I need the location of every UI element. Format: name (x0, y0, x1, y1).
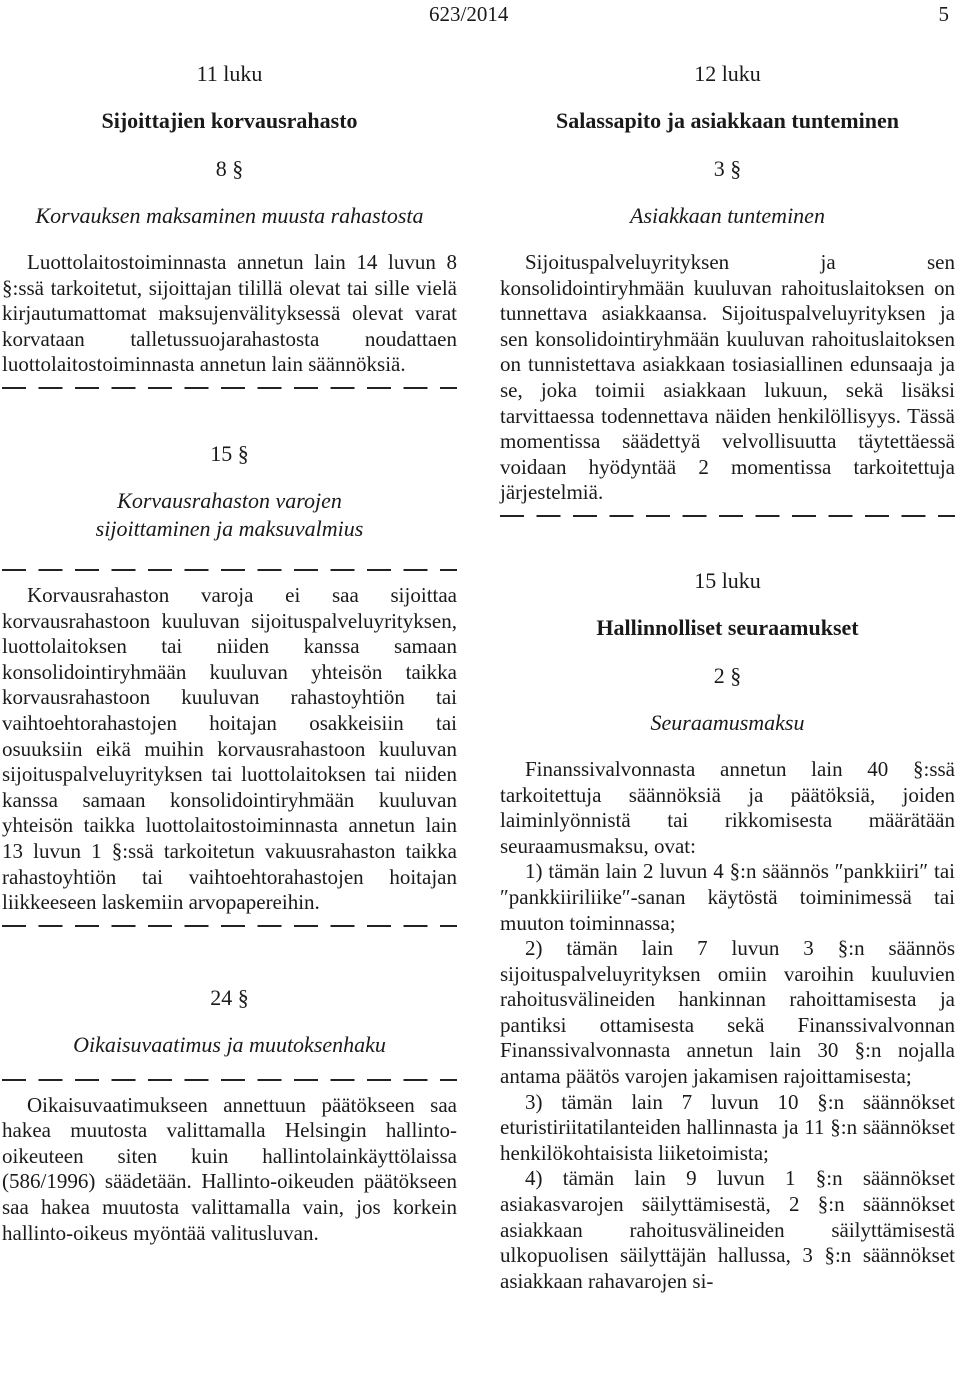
right-column (500, 56, 955, 1294)
section-number: 24 § (210, 984, 249, 1010)
list-item: 1) tämän lain 2 luvun 4 §:n säännös ″pankkiiri″ tai ″pankkiiriliike″-sanan käytöstä toiminimessä tai muuton toiminnassa; (500, 859, 955, 935)
section-paragraph: Oikaisuvaatimukseen annettuun päätökseen saa hakea muutosta valittamalla Helsingin hallinto-oikeuteen siten kuin hallintolainkäyttölaissa (586/1996) säädetään. Hallinto-oikeuden päätökseen saa hakea muutosta valittamalla vain, jos korkein hallinto-oikeus myöntää valitusluvan. (2, 1092, 457, 1245)
section-title: Seuraamusmaksu (650, 709, 805, 735)
chapter-heading: 12 luku (694, 61, 761, 86)
section-number: 8 § (215, 156, 244, 181)
section-paragraph: Sijoituspalveluyrityksen ja sen konsolidointiryhmään kuuluvan rahoituslaitoksen on tunnettava asiakkaansa. Sijoituspalveluyrityksen ja sen konsolidointiryhmään kuuluvan rahoituslaitoksen on tunnistettava asiakkaan tosiasiallinen edunsaaja ja se, joka toimii asiakkaan lukuun, sekä lisäksi tarvittaessa todennettava näiden henkilöllisyys. Tässä momentissa säädettyä velvollisuutta täytettäessä voidaan hyödyntää 2 momentissa tarkoitettuja järjestelmiä. (500, 250, 955, 505)
omission-dashes (2, 569, 457, 571)
list-item: 2) tämän lain 7 luvun 3 §:n säännös sijoituspalveluyrityksen omiin varoihin kuuluvien rahoitusvälineiden hankinnan rahoittamisesta ja pantiksi ottamisesta sekä Finanssivalvonnan Finanssivalvonnasta annetun lain 30 §:n nojalla antama päätös varojen jakamisen rajoittamisesta; (500, 936, 955, 1089)
page-header (0, 0, 960, 30)
section-title: Oikaisuvaatimus ja muutoksenhaku (73, 1031, 386, 1057)
list-item: 3) tämän lain 7 luvun 10 §:n säännökset eturistiriitatilanteiden hallinnasta ja 11 §:n säännökset henkilökohtaisista liiketoimista; (500, 1089, 955, 1165)
document-number: 623/2014 (429, 2, 509, 26)
section-title: Asiakkaan tunteminen (630, 203, 825, 228)
chapter-title: Salassapito ja asiakkaan tunteminen (556, 108, 899, 133)
chapter-title: Sijoittajien korvausrahasto (101, 108, 358, 133)
omission-dashes (2, 1079, 457, 1081)
section-number: 3 § (713, 156, 742, 181)
section-number: 2 § (713, 662, 742, 688)
section-paragraph: Korvausrahaston varoja ei saa sijoittaa korvausrahastoon kuuluvan sijoituspalveluyrityksen, luottolaitoksen tai niiden kanssa samaan konsolidointiryhmään kuuluvan yhteisön taikka korvausrahastoon kuuluvan rahastoyhtiön tai vaihtoehtorahastojen hoitajan osakkeisiin tai osuuksiin eikä muihin korvausrahastoon kuuluvan sijoituspalveluyrityksen tai luottolaitoksen tai niiden kanssa samaan konsolidointiryhmään kuuluvan yhteisön taikka luottolaitostoiminnasta annetun lain 13 luvun 1 §:ssä tarkoitetun vakuusrahaston taikka rahastoyhtiön tai vaihtoehtorahastojen hoitajan liikkeeseen laskemiin arvopapereihin. (2, 582, 457, 915)
section-paragraph: Luottolaitostoiminnasta annetun lain 14 luvun 8 §:ssä tarkoitetut, sijoittajan tilillä olevat tai sille vielä kirjautumattomat maksujenvälityksessä olevat varat korvataan talletussuojarahastosta noudattaen luottolaitostoiminnasta annetun lain säännöksiä. (2, 250, 457, 377)
section-title: Korvausrahaston varojen sijoittaminen ja maksuvalmius (95, 487, 364, 541)
chapter-heading: 15 luku (694, 567, 761, 593)
section-number: 15 § (210, 440, 249, 466)
list-item: 4) tämän lain 9 luvun 1 §:n säännökset asiakasvarojen säilyttämisestä, 2 §:n säännökset asiakkaan rahoitusvälineiden säilyttämisestä ulkopuolisen säilyttäjän hallussa, 3 §:n säännökset asiakkaan rahavarojen si- (500, 1166, 955, 1293)
chapter-heading: 11 luku (196, 61, 263, 86)
left-column (2, 56, 457, 1246)
page-number: 5 (938, 2, 949, 26)
section-intro: Finanssivalvonnasta annetun lain 40 §:ssä tarkoitettuja säännöksiä ja päätöksiä, joiden laiminlyönnistä tai rikkomisesta määrätään seuraamusmaksu, ovat: (500, 756, 955, 858)
chapter-title: Hallinnolliset seuraamukset (596, 614, 859, 640)
section-title: Korvauksen maksaminen muusta rahastosta (35, 203, 424, 228)
